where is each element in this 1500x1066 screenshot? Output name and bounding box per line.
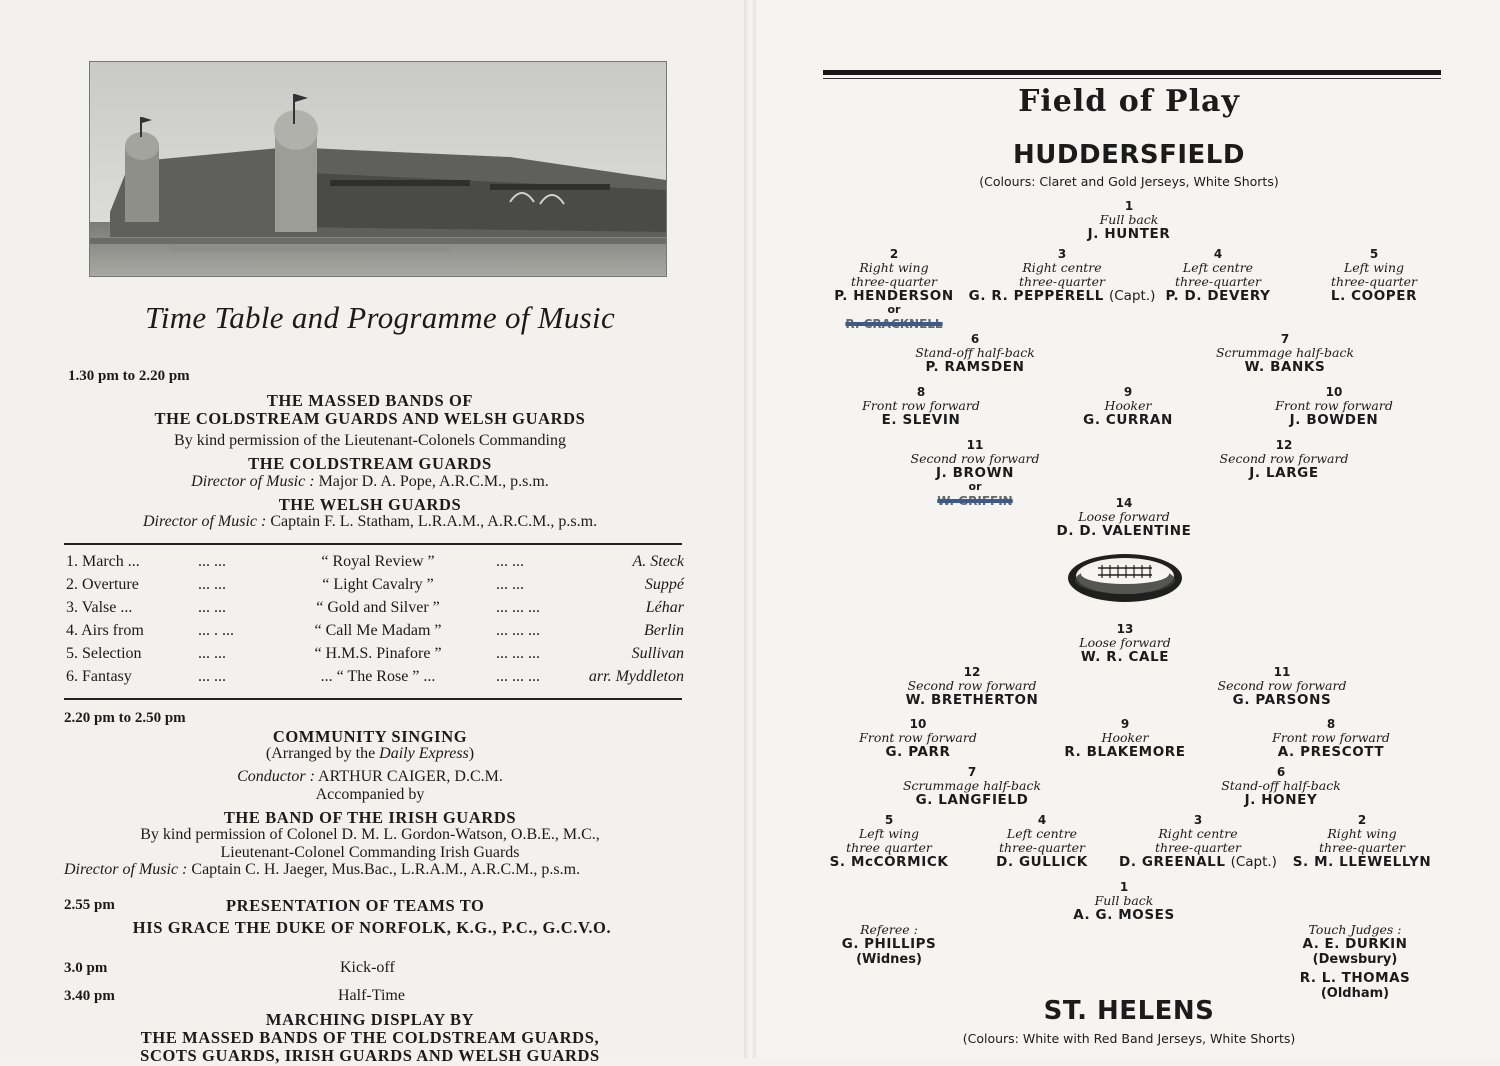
- player-name: W. BANKS: [1244, 359, 1326, 375]
- music-number: 2. Overture: [66, 576, 139, 593]
- massed-bands-line-2: THE MASSED BANDS OF THE COLDSTREAM GUARDS,: [140, 1028, 600, 1047]
- player-position: Hooker: [1104, 398, 1152, 413]
- music-composer: Suppé: [644, 576, 684, 593]
- divider-2: [64, 698, 682, 700]
- home-team-colours: (Colours: Claret and Gold Jerseys, White Shorts): [979, 174, 1279, 189]
- irish-guards-heading: THE BAND OF THE IRISH GUARDS: [223, 808, 517, 827]
- captain-mark: (Capt.): [1108, 288, 1156, 304]
- player-position: Full back: [1099, 212, 1159, 227]
- music-title: “ Gold and Silver ”: [316, 599, 440, 616]
- time-5: 3.40 pm: [64, 988, 115, 1004]
- away-player-3: [1119, 813, 1277, 869]
- player-position: Loose forward: [1079, 635, 1171, 650]
- time-1: 1.30 pm to 2.20 pm: [68, 368, 190, 384]
- presentation-line: PRESENTATION OF TEAMS TO: [226, 896, 485, 915]
- player-position: Left wing: [858, 826, 920, 841]
- music-composer: arr. Myddleton: [588, 668, 684, 685]
- leader-dots: ... ... ...: [496, 645, 540, 662]
- alternate-or: or: [887, 303, 901, 316]
- away-player-7: [903, 765, 1041, 807]
- player-number: 7: [1280, 332, 1290, 346]
- music-number: 6. Fantasy: [66, 668, 132, 685]
- home-player-2: [834, 247, 954, 331]
- player-name: G. PARSONS: [1232, 692, 1332, 708]
- player-name: S. McCORMICK: [829, 854, 949, 870]
- home-player-4: [1165, 247, 1270, 303]
- away-player-2: [1293, 813, 1432, 869]
- player-position: Left wing: [1343, 260, 1405, 275]
- home-team-name: HUDDERSFIELD: [1013, 140, 1245, 170]
- away-player-13: [1079, 622, 1170, 664]
- music-title: “ Light Cavalry ”: [322, 576, 434, 593]
- player-number: 7: [967, 765, 977, 779]
- away-player-10: [859, 717, 977, 759]
- player-number: 12: [963, 665, 981, 679]
- leader-dots: ... ...: [496, 553, 524, 570]
- player-number: 9: [1123, 385, 1133, 399]
- player-position-2: three-quarter: [851, 274, 937, 289]
- kickoff-label: Kick-off: [340, 959, 395, 976]
- scots-guards-line: SCOTS GUARDS, IRISH GUARDS AND WELSH GUARDS: [140, 1046, 600, 1065]
- player-position-2: three quarter: [846, 840, 932, 855]
- music-number: 1. March ...: [66, 553, 140, 570]
- player-name: R. BLAKEMORE: [1064, 744, 1186, 760]
- player-name: G. PARR: [885, 744, 951, 760]
- player-number: 6: [1276, 765, 1286, 779]
- massed-bands-line: THE MASSED BANDS OF: [266, 391, 474, 410]
- page-gutter: [744, 0, 756, 1058]
- irish-permission-line: By kind permission of Colonel D. M. L. Gordon-Watson, O.B.E., M.C.,: [140, 826, 600, 843]
- field-of-play-title: Field of Play: [1018, 84, 1240, 119]
- accompanied-line: Accompanied by: [315, 786, 425, 803]
- player-name: J. LARGE: [1249, 465, 1319, 481]
- leader-dots: ... . ...: [198, 622, 234, 639]
- player-position-2: three-quarter: [1019, 274, 1105, 289]
- player-number: 2: [889, 247, 899, 261]
- player-name: D. GULLICK: [996, 854, 1088, 870]
- away-player-11: [1218, 665, 1347, 707]
- player-name: P. D. DEVERY: [1165, 288, 1271, 304]
- leader-dots: ... ...: [198, 576, 226, 593]
- home-player-8: [862, 385, 980, 427]
- player-name: G. LANGFIELD: [915, 792, 1029, 808]
- leader-dots: ... ...: [198, 668, 226, 685]
- away-player-4: [996, 813, 1088, 869]
- leader-dots: ... ... ...: [496, 599, 540, 616]
- player-name: P. RAMSDEN: [925, 359, 1025, 375]
- header-rule-thick: [823, 70, 1441, 75]
- community-singing-heading: COMMUNITY SINGING: [272, 727, 468, 746]
- player-position: Right wing: [1327, 826, 1397, 841]
- music-composer: Berlin: [644, 622, 684, 639]
- away-player-5: [830, 813, 949, 869]
- struck-alternate-name: R. CRACKNELL: [845, 317, 943, 331]
- player-name: J. HONEY: [1244, 792, 1318, 808]
- leader-dots: ... ...: [496, 576, 524, 593]
- player-position: Hooker: [1101, 730, 1149, 745]
- player-position: Left centre: [1006, 826, 1078, 841]
- duke-line: HIS GRACE THE DUKE OF NORFOLK, K.G., P.C., G.C.V.O.: [132, 918, 612, 937]
- player-number: 14: [1115, 496, 1133, 510]
- player-number: 12: [1275, 438, 1293, 452]
- home-player-14: [1057, 496, 1192, 538]
- home-player-6: [915, 332, 1035, 374]
- director-welsh: Director of Music : Captain F. L. Statham, L.R.A.M., A.R.C.M., p.s.m.: [142, 513, 598, 530]
- music-number: 3. Valse ...: [66, 599, 133, 616]
- player-number: 8: [1326, 717, 1336, 731]
- player-position: Second row forward: [1217, 678, 1347, 693]
- player-name: J. BROWN: [935, 465, 1015, 481]
- music-composer: A. Steck: [632, 553, 684, 570]
- guards-line: THE COLDSTREAM GUARDS AND WELSH GUARDS: [154, 409, 586, 428]
- player-number: 5: [1369, 247, 1379, 261]
- player-position: Front row forward: [859, 730, 977, 745]
- player-number: 13: [1116, 622, 1134, 636]
- player-position: Right wing: [859, 260, 929, 275]
- home-player-9: [1083, 385, 1173, 427]
- music-item: [66, 576, 684, 598]
- away-team-name: ST. HELENS: [1043, 996, 1215, 1026]
- home-player-7: [1216, 332, 1354, 374]
- player-name: D. D. VALENTINE: [1056, 523, 1192, 539]
- player-number: 9: [1120, 717, 1130, 731]
- music-title: “ Call Me Madam ”: [314, 622, 442, 639]
- arranged-line: (Arranged by the Daily Express): [265, 745, 475, 762]
- player-position-2: three-quarter: [1319, 840, 1405, 855]
- player-name: W. R. CALE: [1080, 649, 1170, 665]
- player-position-2: three-quarter: [1175, 274, 1261, 289]
- home-player-12: [1220, 438, 1349, 480]
- player-name: P. HENDERSON: [834, 288, 954, 304]
- home-player-10: [1275, 385, 1393, 427]
- player-name: L. COOPER: [1330, 288, 1418, 304]
- permission-line: By kind permission of the Lieutenant-Colonels Commanding: [174, 432, 566, 449]
- player-position: Second row forward: [1219, 451, 1349, 466]
- player-name: W. BRETHERTON: [905, 692, 1039, 708]
- welsh-heading: THE WELSH GUARDS: [278, 495, 462, 514]
- player-name: G. R. PEPPERELL: [968, 288, 1104, 304]
- referee-block: Referee : G. PHILLIPS (Widnes): [841, 922, 937, 967]
- away-player-8: [1272, 717, 1390, 759]
- player-number: 4: [1213, 247, 1223, 261]
- player-name: J. HUNTER: [1087, 226, 1171, 242]
- leader-dots: ... ... ...: [496, 668, 540, 685]
- player-number: 11: [1273, 665, 1291, 679]
- player-number: 1: [1124, 199, 1134, 213]
- player-position: Loose forward: [1078, 509, 1170, 524]
- player-number: 10: [1325, 385, 1343, 399]
- director-irish: Director of Music : Captain C. H. Jaeger, Mus.Bac., L.R.A.M., A.R.C.M., p.s.m.: [64, 861, 581, 878]
- captain-mark: (Capt.): [1230, 854, 1277, 870]
- player-number: 11: [966, 438, 984, 452]
- player-number: 1: [1119, 880, 1129, 894]
- player-position-2: three-quarter: [1331, 274, 1417, 289]
- away-player-1: [1073, 880, 1175, 922]
- player-position: Second row forward: [907, 678, 1037, 693]
- music-number: 5. Selection: [66, 645, 142, 662]
- away-team-colours: (Colours: White with Red Band Jerseys, White Shorts): [962, 1031, 1296, 1046]
- player-number: 5: [884, 813, 894, 827]
- programme-title: Time Table and Programme of Music: [144, 300, 616, 335]
- header-rule-thin: [823, 78, 1441, 79]
- irish-commanding-line: Lieutenant-Colonel Commanding Irish Guards: [220, 844, 520, 861]
- music-title: ... “ The Rose ” ...: [320, 668, 436, 685]
- director-coldstream: Director of Music : Major D. A. Pope, A.R.C.M., p.s.m.: [191, 473, 549, 490]
- player-number: 8: [916, 385, 926, 399]
- player-position-2: three-quarter: [1155, 840, 1241, 855]
- music-item: [66, 645, 684, 667]
- player-number: 6: [970, 332, 980, 346]
- music-title: “ Royal Review ”: [321, 553, 435, 570]
- player-number: 3: [1193, 813, 1203, 827]
- music-title: “ H.M.S. Pinafore ”: [314, 645, 442, 662]
- player-position: Stand-off half-back: [1221, 778, 1341, 793]
- conductor-line: Conductor : ARTHUR CAIGER, D.C.M.: [237, 768, 503, 785]
- music-item: [66, 599, 684, 621]
- music-composer: Léhar: [645, 599, 684, 616]
- player-name: D. GREENALL: [1119, 854, 1226, 870]
- struck-alternate-name: W. GRIFFIN: [937, 494, 1013, 508]
- player-number: 4: [1037, 813, 1047, 827]
- player-name: G. CURRAN: [1083, 412, 1173, 428]
- leader-dots: ... ...: [198, 645, 226, 662]
- music-item: [66, 622, 684, 644]
- player-position-2: three-quarter: [999, 840, 1085, 855]
- player-name: S. M. LLEWELLYN: [1292, 854, 1432, 870]
- player-number: 10: [909, 717, 927, 731]
- home-player-5: [1331, 247, 1417, 303]
- away-player-6: [1221, 765, 1341, 807]
- player-number: 2: [1357, 813, 1367, 827]
- player-position: Second row forward: [910, 451, 1040, 466]
- marching-display-line: MARCHING DISPLAY BY: [265, 1010, 475, 1029]
- time-3: 2.55 pm: [64, 897, 115, 913]
- music-item: [66, 553, 684, 575]
- divider-1: [64, 543, 682, 545]
- leader-dots: ... ...: [198, 599, 226, 616]
- player-position: Right centre: [1022, 260, 1102, 275]
- home-player-3: [969, 247, 1156, 303]
- alternate-or: or: [968, 480, 982, 493]
- player-position: Stand-off half-back: [915, 345, 1035, 360]
- player-name: E. SLEVIN: [881, 412, 961, 428]
- player-name: A. G. MOSES: [1073, 907, 1175, 923]
- player-position: Right centre: [1158, 826, 1238, 841]
- time-4: 3.0 pm: [64, 960, 108, 976]
- music-number: 4. Airs from: [66, 622, 144, 639]
- halftime-label: Half-Time: [338, 987, 405, 1004]
- player-position: Scrummage half-back: [1215, 345, 1355, 360]
- home-player-11: [911, 438, 1040, 508]
- player-position: Front row forward: [862, 398, 980, 413]
- away-player-12: [906, 665, 1039, 707]
- player-position: Scrummage half-back: [902, 778, 1042, 793]
- home-player-1: [1088, 199, 1171, 241]
- touch-judges-block: Touch Judges : A. E. DURKIN (Dewsbury) R. L. THOMAS (Oldham): [1299, 922, 1411, 1001]
- player-position: Full back: [1094, 893, 1154, 908]
- music-item: [66, 668, 684, 690]
- time-2: 2.20 pm to 2.50 pm: [64, 710, 186, 726]
- coldstream-heading: THE COLDSTREAM GUARDS: [248, 454, 492, 473]
- music-composer: Sullivan: [631, 645, 684, 662]
- player-name: J. BOWDEN: [1289, 412, 1379, 428]
- leader-dots: ... ...: [198, 553, 226, 570]
- player-name: A. PRESCOTT: [1277, 744, 1385, 760]
- player-position: Front row forward: [1275, 398, 1393, 413]
- rugby-ball-icon: [1066, 552, 1184, 604]
- leader-dots: ... ... ...: [496, 622, 540, 639]
- player-number: 3: [1057, 247, 1067, 261]
- stadium-photo: [89, 61, 667, 277]
- away-player-9: [1064, 717, 1185, 759]
- player-position: Left centre: [1182, 260, 1254, 275]
- player-position: Front row forward: [1272, 730, 1390, 745]
